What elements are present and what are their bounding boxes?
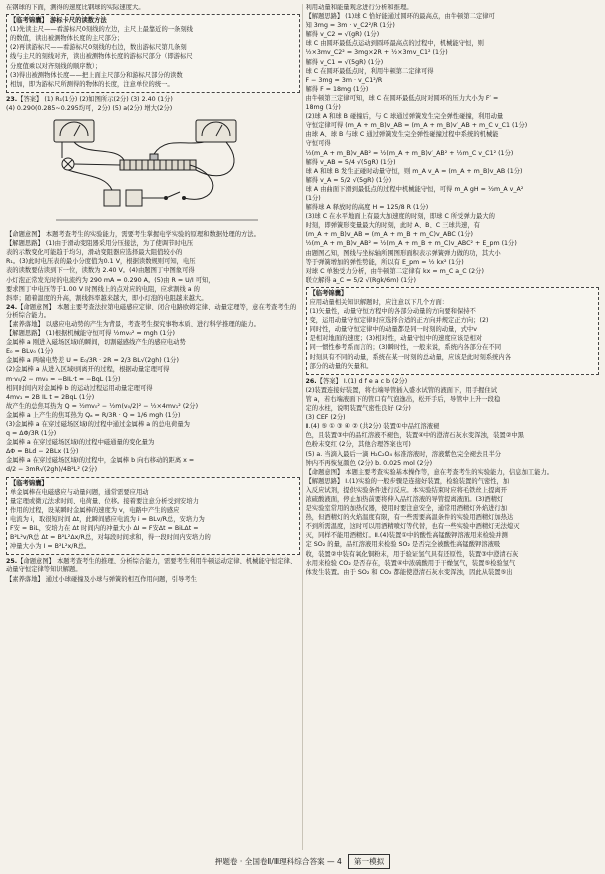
q25-line: 知 3mg = 3m · v_C2²/R (1分) [305, 22, 395, 30]
simulation-tag: 第一模拟 [348, 854, 390, 869]
q24-line: q = ΔΦ/3R (1分) [6, 430, 57, 438]
q26-line: Ⅱ.(4) ⑤ ① ③ ④ ② (共2分) 装置①中品红溶液褪 [305, 423, 440, 431]
q25-line: 球 C 由圆环最低点运动到圆环最高点的过程中，机械能守恒，则 [305, 40, 484, 48]
tip-line: 是相对地面的速度；(3)相对性，动量守恒中的速度应该是相对 [309, 335, 483, 343]
exam-tip-box [6, 14, 300, 93]
intent-text: 【命题意图】 本题考查考生的推理、分析综合能力，需要考生利用牛顿运动定律、机械能守恒定律、动量守恒定律等知识解题。 [6, 558, 297, 574]
q26-solution-line: 【解题思路】 Ⅰ.(1)实验的一般步骤是连接好装置，检验装置的气密性，加 [305, 477, 510, 485]
q25-line: (1分) [305, 194, 321, 202]
tip-line: 分度值乘以对齐刻线的顺序数）； [10, 62, 102, 70]
q25-line: (2)球 A 和球 B 碰撞后，与 C 球通过弹簧发生完全弹性碰撞，利用动量 [305, 113, 504, 121]
q26-answer [306, 378, 600, 386]
q24-line: d/2 − 3mR√(2gh)/4B²L² (2分) [6, 466, 98, 474]
q26-solution-line: 不到所需温度，这时可以用酒精喷灯等代替，也有一些实验中酒精灯无法熄灭 [305, 523, 520, 531]
q24-line: (3)金属棒 a 在穿过磁场区域Ⅰ的过程中通过金属棒 a 的总电荷量为 [6, 421, 190, 428]
q23-solution-line: 表的示数变化可能趋于均匀，滑动变阻器应选择最大阻值较小的 [6, 249, 183, 257]
q25-intent [6, 558, 300, 574]
q23-solution-line: 小灯泡正常发光时的电流约为 290 mA = 0.290 A。(5)由 R = U/I 可知， [6, 276, 215, 284]
page-label: 押题卷 · 全国卷Ⅱ/Ⅲ理科综合答案 — 4 [214, 856, 342, 866]
q26-line: 定的水柱，说明装置气密性良好 (2分) [305, 405, 411, 413]
q24-literacy: 【素养落地】 以感应电动势的产生为背景，考查考生探究事物本质、进行科学推理的能力。 [6, 320, 260, 328]
circuit-diagram [46, 116, 268, 228]
q25-line: 解得 v_AB = 5/4 √(5gR) (1分) [305, 158, 396, 166]
q25-line: 等于弹簧增加的弹性势能，所以有 E_pm = ½ kx² (1分) [305, 258, 464, 266]
answer-text: 【答案】 Ⅰ.(1) d f e a c b (2分) [316, 377, 408, 385]
exam-tip-box [306, 287, 600, 375]
q25-line: (m_A + m_B)v_AB = (m_A + m_B + m_C)v_ABC (1分) [305, 231, 474, 239]
q25-line: 守恒可得 [305, 140, 331, 148]
q24-intent [6, 304, 300, 320]
q26-line: (3) CEF (2分) [305, 414, 346, 422]
tip-line: 相加，即为游标尺所测得的物体的长度，注意单位的统一。 [10, 80, 174, 88]
question-number: 25. [6, 558, 18, 566]
q25-line: (3)球 C 在水平地面上有最大加速度的时刻，即球 C 所受弹力最大的 [305, 213, 495, 221]
q24-line: ΔΦ = BLd − 2BLx (1分) [6, 448, 79, 456]
tip-line: 单金属棒在电磁感应与动量问题，通常需要应用动 [10, 488, 149, 496]
q23-answer [6, 96, 300, 104]
q26-line: (5) a. 当滴入最后一滴 H₂C₂O₄ 标准溶液时，溶液紫色完全褪去且半分 [305, 450, 502, 458]
q25-line: 解得球 A 释放时的高度 H = 125/8 R (1分) [305, 204, 429, 212]
q24-line: 金属棒 a 两端电势差 U = E₀/3R · 2R = 2/3 BL√(2gh) (1分) [6, 357, 179, 365]
q24-line: m·v₀/2 − mv₀ = −BIL·t = −BqL (1分) [6, 375, 121, 383]
q26-line: 管 a，若右端液面下的管口有气泡逸出，松开手后，导管中上升一段稳 [305, 395, 501, 403]
q25-line: 联立解得 a_C = 5/2 √(Rgk/6m) (1分) [305, 276, 416, 284]
question-number: 26. [305, 377, 317, 385]
q25-line: 球 A 和球 B 发生正碰时动量守恒，则 m_A v_A = (m_A + m_B)v_AB (1分) [305, 167, 523, 175]
page-footer [0, 848, 605, 874]
q24-line: E₀ = BLv₀ (1分) [6, 348, 54, 356]
q25-line: ½(m_A + m_B)v_AB² = ½(m_A + m_B)v′_AB² + ½m_C v_C1² (1分) [305, 149, 514, 157]
tip-line: 的数值，读出被测物体长度的主尺部分； [10, 35, 124, 43]
tip-line: 电流为 i，取很短时间 Δt，此瞬间感应电流为 i = BLv/R总，安培力为 [10, 515, 205, 523]
q25-line: F − 3mg = 3m · v_C1²/R [305, 76, 383, 84]
tip-line: (1)矢量性，动量守恒方程中的各部分动量的方向要和保持不 [309, 308, 476, 316]
q25-line: 18mg (1分) [305, 104, 341, 112]
q23-solution-line: 要求图丁中电压等于1.00 V 时图线上的点对应的电阻，应求割线 a 的 [6, 285, 200, 293]
right-column [306, 4, 600, 850]
q24-line: 故产生的总焦耳热为 Q = ½mv₀² − ½m(v₀/2)² − ½×4mv₁² (2分) [6, 402, 199, 410]
q26-solution-line: 浓硫酸液面，停止加热前要将伸入品红溶液的导管提离液面。(3)酒精灯 [305, 495, 504, 503]
q26-solution-line: 是实验室常用的加热仪器，使用时要注意安全，通常用酒精灯外焰进行加 [305, 505, 507, 513]
tip-line: F安 = BiL，安培力在 Δt 时间内的冲量大小 ΔI = F安Δt = BiLΔt = [10, 525, 199, 533]
q25-line: 解得 F = 18mg (1分) [305, 85, 369, 93]
q26-solution-line: 灭，同样不能用酒精灯。Ⅱ.(4)装置①中的酸性高锰酸钾溶液用来检验并测 [305, 532, 508, 540]
tip-line: 线与主尺的刻线对齐，读出被测物体长度的游标尺部分（即游标尺 [10, 53, 193, 61]
tip-line: B²L²v/R总 Δt = B²L²Δx/R总，对每段时间求和，得一段时间内安培力的 [10, 534, 211, 542]
tip-line: 部分的动量的矢量和。 [309, 362, 373, 370]
q26-intent: 【命题意图】 本题主要考查实验基本操作等，意在考查考生的实验能力，信息加工能力。 [305, 468, 554, 476]
q25-line: 对球 C 单独受力分析，由牛顿第二定律有 kx = m_C a_C (2分) [305, 267, 484, 275]
tip-line: 变，运用动量守恒定律时应选择合适的正方向并规定正方向；(2) [309, 317, 489, 325]
q24-line: 相同时间内对金属棒 b 的运动过程运用动量定理可得 [6, 384, 153, 392]
exam-tip-box [6, 477, 300, 556]
q26-solution-line: 收，装置②中装有氧化铜粉末，用于验证氢气具有还原性，装置③中澄清石灰 [305, 550, 519, 558]
q23-solution-line: R₁。(3)此时电压表的最小分度值为0.1 V，根据读数规则可知，电压 [6, 258, 196, 266]
tip-line: 同时性，动量守恒定律中的动量都是同一时刻的动量，式中v [309, 326, 477, 334]
q25-line: 【解题思路】 (1)球 C 恰好能通过圆环的最高点，由牛顿第二定律可 [305, 13, 495, 21]
q25-line: 解得 v_C2 = √(gR) (1分) [305, 31, 380, 39]
q25-line: 解得 v_C1 = √(5gR) (1分) [305, 58, 384, 66]
tip-line: 时刻具有不同的动量，系统在某一时刻的总动量，应该是此时刻系统内各 [309, 353, 511, 361]
q24-line: 金属棒 a 在穿过磁场区域Ⅰ的过程中，金属棒 b 向右移动的距离 x = [6, 457, 195, 465]
q25-line: 由牛顿第三定律可知，球 C 在圆环最低点时对圆环的压力大小为 F′ = [305, 94, 499, 102]
q24-line: 金属棒 a 刚进入磁场区域Ⅰ的瞬间，切割磁感线产生的感应电动势 [6, 339, 186, 347]
tip-title: 【临考锦囊】 游标卡尺的读数方法 [10, 17, 107, 25]
q26-line: (2)装置连接好装置，将右端导管插入盛水试管的液面下，用手握住试 [305, 386, 498, 394]
q25-line: 球 A 由曲面下滑到最低点的过程中机械能守恒，可得 m_A gH = ½m_A v_A² [305, 185, 524, 193]
left-column [6, 4, 300, 850]
q23-answer-2: (4) 0.290(0.285~0.295均可，2分) (5) a(2分) 增大(2分) [6, 104, 173, 112]
q26-line: 色粉末变红 (2分，其他合理答案也可) [305, 441, 411, 449]
q25-line: 利用动量和能量观念进行分析和推理。 [305, 4, 413, 11]
tip-line: 作用的过程，设某瞬时金属棒的速度为 v，电路中产生的感应 [10, 506, 180, 514]
column-divider [302, 4, 303, 850]
q25-line: 球 C 在圆环最低点时，利用牛顿第二定律可得 [305, 67, 434, 75]
q25-line: 由球 A、球 B 与球 C 通过弹簧发生完全弹性碰撞过程中系统的机械能 [305, 131, 499, 139]
tip-line: 冲量大小为 I = B²L²x/R总。 [10, 543, 91, 551]
q26-solution-line: 水用来检验 CO₂ 是否存在，装置④中浓硫酸用于干燥氢气，装置⑤检验氢气 [305, 559, 516, 567]
answer-text: 【答案】 (1) R₁(1分) (2)如图所示(2分) (3) 2.40 (1分) [17, 95, 173, 103]
question-number: 24. [6, 303, 18, 311]
q25-line: ½(m_A + m_B)v_AB² = ½(m_A + m_B + m_C)v_ABC² + E_pm (1分) [305, 240, 517, 248]
question-number: 23. [6, 95, 18, 103]
q23-solution-line: 【解题思路】 (1)由于滑动变阻器采用分压接法，为了使调节时电压 [6, 240, 194, 248]
q23-solution-line: 表的读数要估读到下一位，读数为 2.40 V。(4)由题图丁中图象可得 [6, 267, 195, 275]
q26-solution-line: 定 SO₂ 的量，品红溶液用来检验 SO₂ 是否完全被酸性高锰酸钾溶液吸 [305, 541, 501, 549]
q26-solution-line: 体发生装置。由于 SO₂ 和 CO₂ 都能使澄清石灰水变浑浊，因此从装置⑤出 [305, 568, 513, 576]
tip-title: 【临考锦囊】 [309, 289, 348, 297]
tip-line: (3)得出被测物体长度——把上面主尺部分和游标尺部分的读数 [10, 71, 183, 79]
q24-line: 金属棒 a 在穿过磁场区域Ⅰ的过程中磁通量的变化量为 [6, 439, 155, 447]
tip-line: (2)再读游标尺——看游标尺0刻线的右边，数出游标尺第几条刻 [10, 44, 187, 52]
q23-intent: 【命题意图】 本题考查考生的实验能力，需要考生掌握电学实验的原理和数据处理的方法。 [6, 231, 260, 239]
q25-line: ½×3mv_C2² = 3mg×2R + ½×3mv_C1² (1分) [305, 49, 448, 57]
q25-line: 守恒定律可得 (m_A + m_B)v_AB = (m_A + m_B)v′_AB + m_C v_C1 (1分) [305, 122, 528, 130]
tip-line: 应用动量相关知识解题时，应注意以下几个方面： [309, 299, 449, 306]
q26-line: 钟内不再恢复颜色 (2分) b. 0.025 mol (2分) [305, 459, 433, 467]
q23-solution-line: 斜率；随着温度的升高，割线斜率越来越大，即小灯泡的电阻越来越大。 [6, 294, 208, 302]
tip-line: 同一惯性参考系而言的；(3)瞬时性，一般来说，系统内各部分在不同 [309, 344, 502, 352]
text-line: 在钢球的下面，测得的速度比钢球的实际速度大。 [6, 4, 145, 11]
tip-line: 量定理或微元法求时间、电荷量、位移。接着要注意分析受到安培力 [10, 497, 199, 505]
intent-text: 【命题意图】 本题主要考查法拉第电磁感应定律、闭合电路欧姆定律、动量定理等，意在考查考生的分析综合能力。 [6, 303, 297, 319]
q26-solution-line: 热，但酒精灯的火焰温度有限，有一些需要高温条件的实验用酒精灯加热达 [305, 514, 514, 522]
q24-line: 【解题思路】 (1)根据机械能守恒可得 ½mv₀² = mgh (1分) [6, 330, 176, 338]
q25-line: 由题图乙知，图线与坐标轴所围图形面积表示弹簧弹力做的功，其大小 [305, 249, 501, 257]
q25-line: 时刻，即弹簧形变量最大的时刻，此时 A、B、C 三球共速，有 [305, 222, 480, 230]
q26-solution-line: 入反应试剂，提供实验条件进行反应。本实验结束时应将毛铁丝上提离开 [305, 486, 507, 494]
q24-line: 4mv₁ = 2B IL t = 2BqL (1分) [6, 393, 95, 401]
q24-line: (2)金属棒 a 从进入区域Ⅰ到离开的过程，根据动量定理可得 [6, 366, 170, 374]
q26-line: 色，且装置③中的品红溶液不褪色，装置④中的澄清石灰水变浑浊，装置②中黑 [305, 432, 524, 440]
tip-line: (1)先读主尺——看游标尺0刻线的左边，主尺上最靠近的一条刻线 [10, 26, 193, 34]
tip-title: 【临考锦囊】 [10, 479, 48, 487]
q25-literacy: 【素养落地】 通过小球碰撞及小球与弹簧的相互作用问题，引导考生 [6, 575, 197, 583]
q25-line: 解得 v_A = 5/2 √(5gR) (1分) [305, 176, 392, 184]
q24-line: 金属棒 a 上产生的焦耳热为 Qₐ = R/3R · Q = 1/6 mgh (1分) [6, 411, 181, 419]
